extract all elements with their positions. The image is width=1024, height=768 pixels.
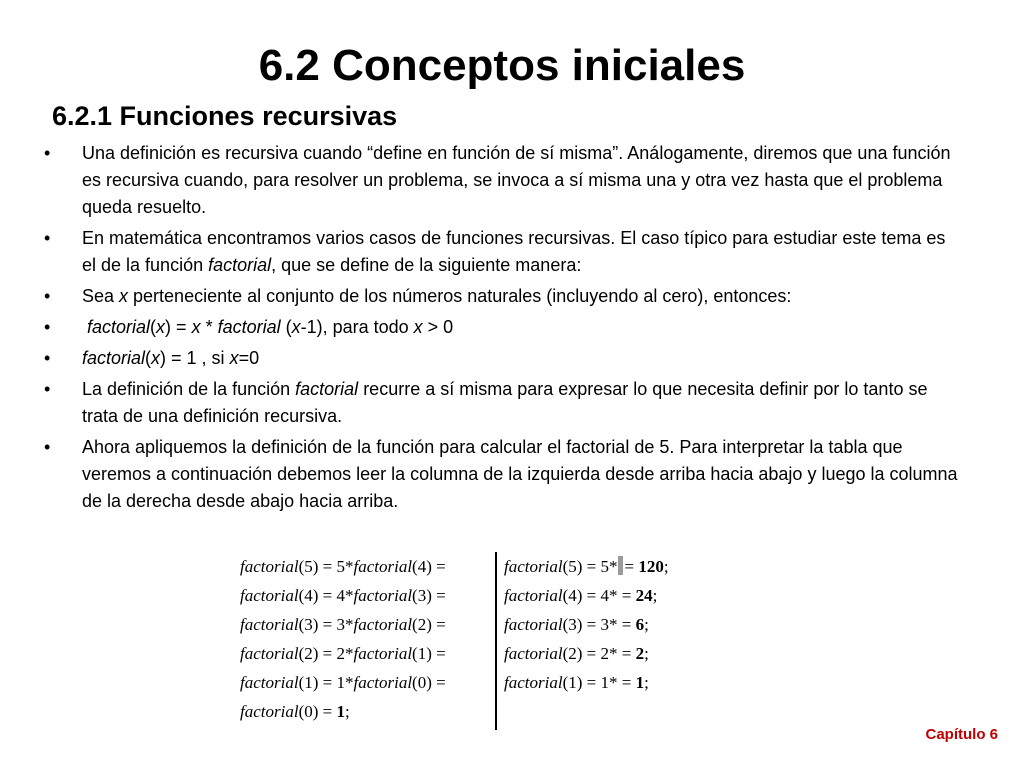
bullet-list: [44, 140, 964, 519]
row-expr: (3) = 3* =: [562, 615, 636, 634]
row-expr: (0) =: [412, 673, 446, 692]
bullet-italic-term: x: [229, 348, 239, 368]
row-end: ;: [344, 702, 350, 721]
row-expr: (4) = 4*: [298, 586, 354, 605]
row-end: ;: [663, 557, 669, 576]
bullet-text: (: [150, 317, 157, 337]
bullet-text: recurre a sí misma para expresar lo que necesita definir por lo tanto se trata de una definición recursiva.: [82, 379, 928, 426]
fn-name: factorial: [240, 644, 299, 663]
bullet-text: *: [200, 317, 218, 337]
row-expr: (0) =: [298, 702, 337, 721]
bullet-italic-term: x: [413, 317, 423, 337]
fn-name: factorial: [504, 673, 563, 692]
bullet-italic-term: factorial: [82, 348, 146, 368]
row-expr: (4) =: [412, 557, 446, 576]
bullet-italic-term: x: [119, 286, 129, 306]
bullet-text: ) = 1 , si: [160, 348, 230, 368]
row-expr: (3) =: [412, 586, 446, 605]
row-result: 120: [638, 557, 664, 576]
bullet-text: Ahora apliquemos la definición de la función para calcular el factorial de 5. Para interpretar la tabla que veremos a continuación debemos leer la columna de la izquierda desde arriba hacia abajo y luego la columna de la derecha desde abajo hacia arriba.: [82, 437, 958, 511]
bullet-dot: •: [44, 143, 51, 163]
bullet-text: En matemática encontramos varios casos de funciones recursivas. El caso típico para estudiar este tema es el de la función: [82, 228, 946, 275]
bullet-item: [44, 283, 964, 310]
fn-name: factorial: [504, 586, 563, 605]
row-result: 24: [635, 586, 653, 605]
fn-name: factorial: [353, 557, 413, 576]
table-row: [504, 552, 669, 581]
bullet-item: [44, 345, 964, 372]
bullet-italic-term: x: [151, 348, 161, 368]
bullet-text: Sea: [82, 286, 120, 306]
fn-name: factorial: [504, 615, 563, 634]
bullet-text: ) =: [165, 317, 192, 337]
fn-name: factorial: [240, 557, 299, 576]
bullet-dot: •: [44, 286, 51, 306]
row-expr: (2) = 2* =: [562, 644, 636, 663]
table-divider: [495, 552, 497, 730]
row-end: ;: [644, 615, 649, 634]
bullet-italic-term: x: [191, 317, 201, 337]
bullet-text: , que se define de la siguiente manera:: [271, 255, 582, 275]
row-result: 1: [635, 673, 645, 692]
bullet-text: -1), para todo: [300, 317, 414, 337]
row-expr: (5) = 5*: [298, 557, 354, 576]
row-expr: (1) =: [412, 644, 446, 663]
row-end: ;: [644, 644, 649, 663]
table-row: [240, 581, 500, 610]
slide-subtitle: 6.2.1 Funciones recursivas: [52, 101, 398, 131]
bullet-text: (: [145, 348, 152, 368]
table-row: [240, 610, 500, 639]
table-row: [504, 581, 669, 610]
slide-title: 6.2 Conceptos iniciales: [258, 41, 746, 90]
bullet-dot: •: [44, 379, 51, 399]
bullet-italic-term: factorial: [295, 379, 359, 399]
bullet-italic-term: factorial: [87, 317, 151, 337]
bullet-text: (: [280, 317, 292, 337]
bullet-item: [44, 434, 964, 515]
row-expr: (2) = 2*: [298, 644, 354, 663]
table-row: [240, 668, 500, 697]
table-row: [504, 610, 669, 639]
fn-name: factorial: [240, 615, 299, 634]
row-result: 6: [635, 615, 645, 634]
table-row: [240, 639, 500, 668]
fn-name: factorial: [353, 586, 413, 605]
row-expr: (4) = 4* =: [562, 586, 636, 605]
table-right-column: [504, 552, 669, 697]
row-expr: (1) = 1*: [298, 673, 354, 692]
table-row: [240, 697, 500, 726]
bullet-dot: •: [44, 317, 51, 337]
fn-name: factorial: [504, 644, 563, 663]
fn-name: factorial: [240, 673, 299, 692]
table-row: [504, 668, 669, 697]
bullet-italic-term: factorial: [217, 317, 281, 337]
chapter-footer: Capítulo 6: [925, 726, 998, 743]
row-end: ;: [652, 586, 658, 605]
bullet-dot: •: [44, 348, 51, 368]
table-row: [504, 639, 669, 668]
row-result: 1: [336, 702, 345, 721]
fn-name: factorial: [353, 673, 413, 692]
bullet-item: [44, 140, 964, 221]
row-end: ;: [644, 673, 649, 692]
row-expr: =: [624, 557, 639, 576]
text-cursor-mark: [618, 556, 623, 575]
row-expr: (2) =: [412, 615, 446, 634]
row-expr: (3) = 3*: [298, 615, 354, 634]
bullet-italic-term: factorial: [208, 255, 272, 275]
row-result: 2: [635, 644, 645, 663]
bullet-dot: •: [44, 228, 51, 248]
bullet-item: [44, 376, 964, 430]
row-expr: (5) = 5*: [562, 557, 618, 576]
bullet-italic-term: x: [291, 317, 301, 337]
bullet-text: perteneciente al conjunto de los números naturales (incluyendo al cero), entonces:: [128, 286, 792, 306]
bullet-text: Una definición es recursiva cuando “define en función de sí misma”. Análogamente, diremos que una función es recursiva cuando, para resolver un problema, se invoca a sí misma una y otra vez hasta que el problema queda resuelto.: [82, 143, 951, 217]
table-row: [240, 552, 500, 581]
bullet-dot: •: [44, 437, 51, 457]
fn-name: factorial: [240, 702, 299, 721]
fn-name: factorial: [504, 557, 563, 576]
row-expr: (1) = 1* =: [562, 673, 636, 692]
bullet-italic-term: x: [156, 317, 166, 337]
bullet-item: [44, 225, 964, 279]
fn-name: factorial: [240, 586, 299, 605]
bullet-text: La definición de la función: [82, 379, 296, 399]
bullet-item: [44, 314, 964, 341]
table-left-column: [240, 552, 500, 726]
fn-name: factorial: [353, 615, 413, 634]
fn-name: factorial: [353, 644, 413, 663]
bullet-text: > 0: [422, 317, 454, 337]
bullet-text: =0: [238, 348, 260, 368]
